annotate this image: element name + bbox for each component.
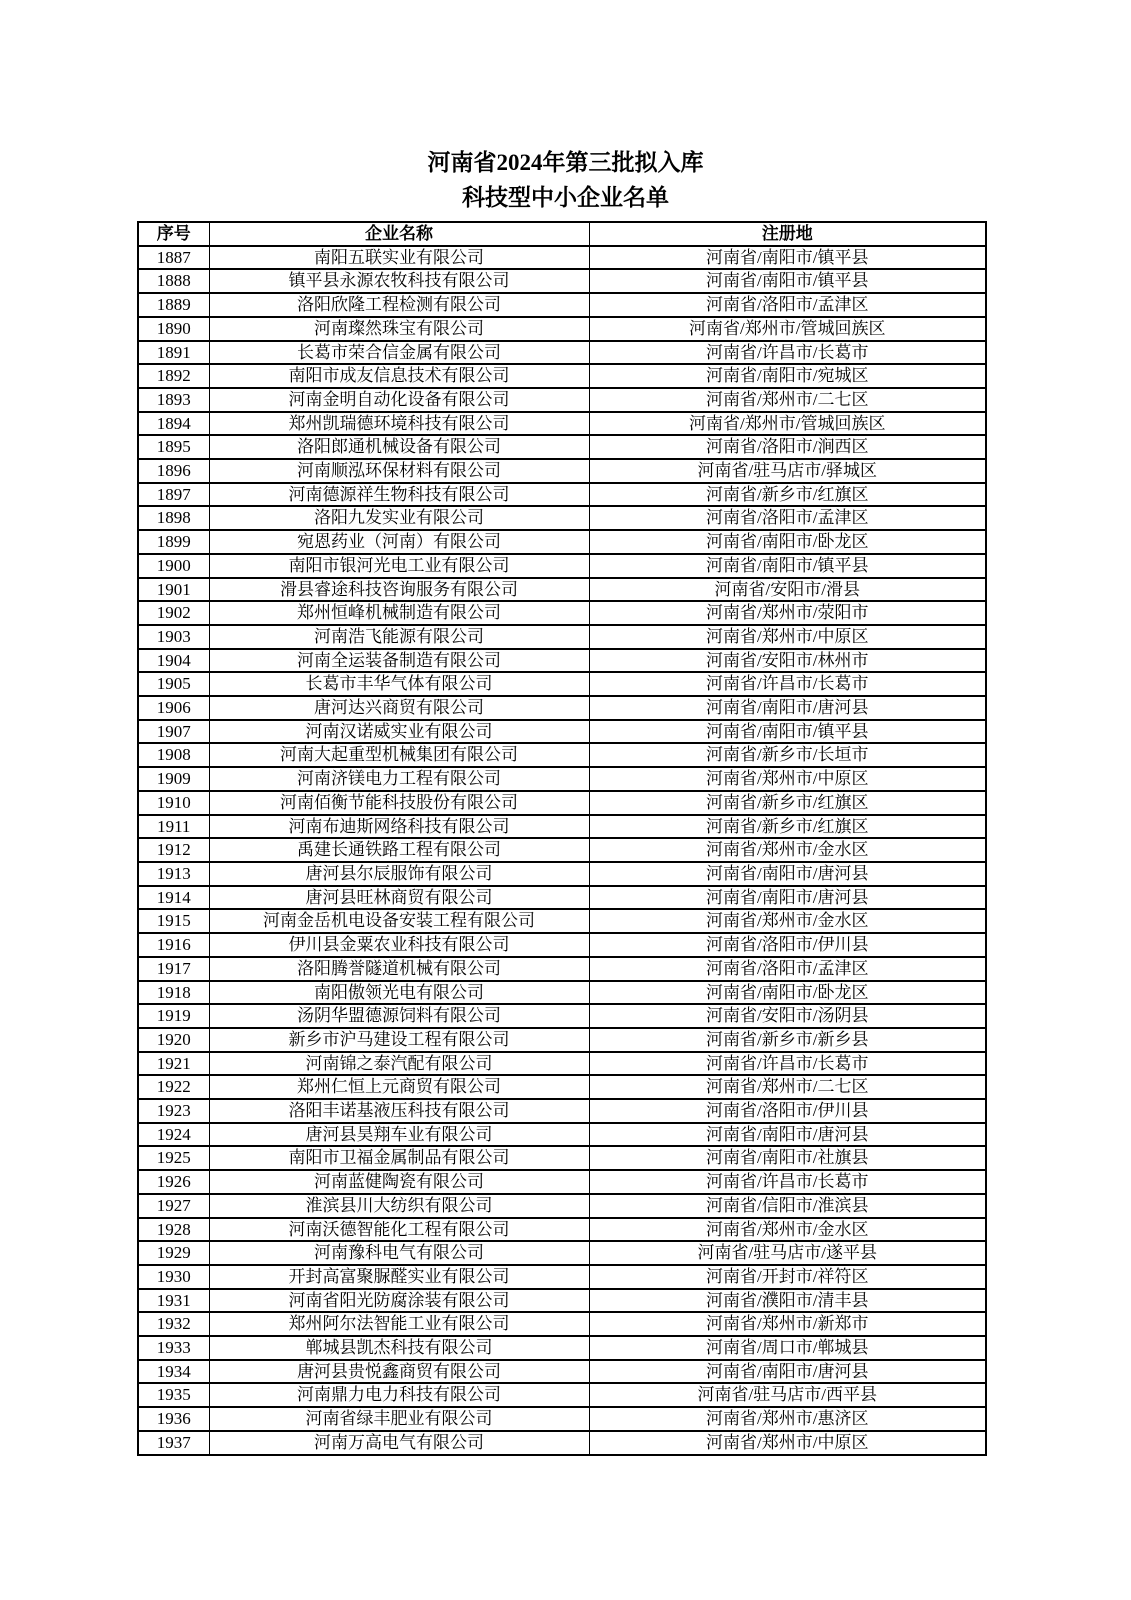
serial-number-cell: 1895 bbox=[138, 435, 209, 459]
registration-place-cell: 河南省/南阳市/镇平县 bbox=[589, 554, 986, 578]
table-row bbox=[138, 317, 986, 341]
table-row bbox=[138, 269, 986, 293]
serial-number-cell: 1898 bbox=[138, 506, 209, 530]
table-row bbox=[138, 862, 986, 886]
table-row bbox=[138, 1052, 986, 1076]
company-name-cell: 南阳傲领光电有限公司 bbox=[209, 981, 589, 1005]
serial-number-cell: 1890 bbox=[138, 317, 209, 341]
table-row bbox=[138, 388, 986, 412]
table-row bbox=[138, 1194, 986, 1218]
table-row bbox=[138, 412, 986, 436]
header-registration-place: 注册地 bbox=[589, 222, 986, 246]
table-row bbox=[138, 743, 986, 767]
table-row bbox=[138, 1028, 986, 1052]
company-name-cell: 河南璨然珠宝有限公司 bbox=[209, 317, 589, 341]
registration-place-cell: 河南省/郑州市/管城回族区 bbox=[589, 317, 986, 341]
company-name-cell: 洛阳郎通机械设备有限公司 bbox=[209, 435, 589, 459]
registration-place-cell: 河南省/新乡市/新乡县 bbox=[589, 1028, 986, 1052]
table-row bbox=[138, 1360, 986, 1384]
registration-place-cell: 河南省/南阳市/镇平县 bbox=[589, 720, 986, 744]
company-name-cell: 河南省阳光防腐涂装有限公司 bbox=[209, 1289, 589, 1313]
registration-place-cell: 河南省/新乡市/红旗区 bbox=[589, 815, 986, 839]
registration-place-cell: 河南省/南阳市/唐河县 bbox=[589, 862, 986, 886]
serial-number-cell: 1900 bbox=[138, 554, 209, 578]
company-name-cell: 河南金岳机电设备安装工程有限公司 bbox=[209, 909, 589, 933]
serial-number-cell: 1906 bbox=[138, 696, 209, 720]
registration-place-cell: 河南省/郑州市/金水区 bbox=[589, 1218, 986, 1242]
company-name-cell: 河南布迪斯网络科技有限公司 bbox=[209, 815, 589, 839]
table-row bbox=[138, 625, 986, 649]
company-name-cell: 淮滨县川大纺织有限公司 bbox=[209, 1194, 589, 1218]
registration-place-cell: 河南省/驻马店市/西平县 bbox=[589, 1383, 986, 1407]
registration-place-cell: 河南省/南阳市/卧龙区 bbox=[589, 981, 986, 1005]
registration-place-cell: 河南省/郑州市/二七区 bbox=[589, 1075, 986, 1099]
registration-place-cell: 河南省/许昌市/长葛市 bbox=[589, 1052, 986, 1076]
serial-number-cell: 1915 bbox=[138, 909, 209, 933]
serial-number-cell: 1927 bbox=[138, 1194, 209, 1218]
serial-number-cell: 1916 bbox=[138, 933, 209, 957]
table-row bbox=[138, 1241, 986, 1265]
serial-number-cell: 1897 bbox=[138, 483, 209, 507]
registration-place-cell: 河南省/洛阳市/孟津区 bbox=[589, 957, 986, 981]
registration-place-cell: 河南省/郑州市/金水区 bbox=[589, 838, 986, 862]
registration-place-cell: 河南省/洛阳市/孟津区 bbox=[589, 293, 986, 317]
table-row bbox=[138, 720, 986, 744]
registration-place-cell: 河南省/洛阳市/伊川县 bbox=[589, 1099, 986, 1123]
registration-place-cell: 河南省/南阳市/社旗县 bbox=[589, 1146, 986, 1170]
registration-place-cell: 河南省/开封市/祥符区 bbox=[589, 1265, 986, 1289]
registration-place-cell: 河南省/许昌市/长葛市 bbox=[589, 672, 986, 696]
table-row bbox=[138, 1075, 986, 1099]
registration-place-cell: 河南省/驻马店市/遂平县 bbox=[589, 1241, 986, 1265]
document-title-line1: 河南省2024年第三批拟入库 bbox=[427, 150, 704, 175]
table-row bbox=[138, 1431, 986, 1455]
company-name-cell: 河南顺泓环保材料有限公司 bbox=[209, 459, 589, 483]
registration-place-cell: 河南省/郑州市/中原区 bbox=[589, 767, 986, 791]
table-row bbox=[138, 1099, 986, 1123]
table-row bbox=[138, 981, 986, 1005]
company-name-cell: 河南万高电气有限公司 bbox=[209, 1431, 589, 1455]
registration-place-cell: 河南省/洛阳市/孟津区 bbox=[589, 506, 986, 530]
company-name-cell: 河南锦之泰汽配有限公司 bbox=[209, 1052, 589, 1076]
serial-number-cell: 1889 bbox=[138, 293, 209, 317]
serial-number-cell: 1907 bbox=[138, 720, 209, 744]
table-row bbox=[138, 1383, 986, 1407]
company-name-cell: 郑州恒峰机械制造有限公司 bbox=[209, 601, 589, 625]
table-row bbox=[138, 435, 986, 459]
registration-place-cell: 河南省/许昌市/长葛市 bbox=[589, 1170, 986, 1194]
table-row bbox=[138, 672, 986, 696]
company-name-cell: 唐河县贵悦鑫商贸有限公司 bbox=[209, 1360, 589, 1384]
table-row bbox=[138, 506, 986, 530]
table-row bbox=[138, 815, 986, 839]
company-name-cell: 河南金明自动化设备有限公司 bbox=[209, 388, 589, 412]
table-row bbox=[138, 554, 986, 578]
serial-number-cell: 1929 bbox=[138, 1241, 209, 1265]
company-name-cell: 郑州仁恒上元商贸有限公司 bbox=[209, 1075, 589, 1099]
registration-place-cell: 河南省/南阳市/唐河县 bbox=[589, 1123, 986, 1147]
header-company-name: 企业名称 bbox=[209, 222, 589, 246]
table-row bbox=[138, 909, 986, 933]
registration-place-cell: 河南省/安阳市/汤阴县 bbox=[589, 1004, 986, 1028]
serial-number-cell: 1901 bbox=[138, 578, 209, 602]
company-name-cell: 南阳五联实业有限公司 bbox=[209, 246, 589, 270]
serial-number-cell: 1905 bbox=[138, 672, 209, 696]
registration-place-cell: 河南省/濮阳市/清丰县 bbox=[589, 1289, 986, 1313]
table-row bbox=[138, 933, 986, 957]
serial-number-cell: 1931 bbox=[138, 1289, 209, 1313]
registration-place-cell: 河南省/郑州市/荥阳市 bbox=[589, 601, 986, 625]
serial-number-cell: 1888 bbox=[138, 269, 209, 293]
table-row bbox=[138, 1004, 986, 1028]
company-name-cell: 河南德源祥生物科技有限公司 bbox=[209, 483, 589, 507]
registration-place-cell: 河南省/南阳市/镇平县 bbox=[589, 269, 986, 293]
company-name-cell: 郑州凯瑞德环境科技有限公司 bbox=[209, 412, 589, 436]
serial-number-cell: 1935 bbox=[138, 1383, 209, 1407]
company-name-cell: 河南沃德智能化工程有限公司 bbox=[209, 1218, 589, 1242]
table-row bbox=[138, 293, 986, 317]
table-row bbox=[138, 649, 986, 673]
company-name-cell: 南阳市成友信息技术有限公司 bbox=[209, 364, 589, 388]
company-name-cell: 长葛市丰华气体有限公司 bbox=[209, 672, 589, 696]
table-row bbox=[138, 1312, 986, 1336]
registration-place-cell: 河南省/郑州市/中原区 bbox=[589, 1431, 986, 1455]
table-row bbox=[138, 1218, 986, 1242]
company-name-cell: 河南蓝健陶瓷有限公司 bbox=[209, 1170, 589, 1194]
registration-place-cell: 河南省/郑州市/金水区 bbox=[589, 909, 986, 933]
company-name-cell: 河南豫科电气有限公司 bbox=[209, 1241, 589, 1265]
table-row bbox=[138, 886, 986, 910]
company-name-cell: 唐河达兴商贸有限公司 bbox=[209, 696, 589, 720]
company-name-cell: 唐河县昊翔车业有限公司 bbox=[209, 1123, 589, 1147]
serial-number-cell: 1926 bbox=[138, 1170, 209, 1194]
company-name-cell: 洛阳欣隆工程检测有限公司 bbox=[209, 293, 589, 317]
company-name-cell: 南阳市银河光电工业有限公司 bbox=[209, 554, 589, 578]
table-row bbox=[138, 459, 986, 483]
table-row bbox=[138, 767, 986, 791]
document-title-line2: 科技型中小企业名单 bbox=[462, 185, 669, 210]
registration-place-cell: 河南省/郑州市/中原区 bbox=[589, 625, 986, 649]
registration-place-cell: 河南省/洛阳市/涧西区 bbox=[589, 435, 986, 459]
registration-place-cell: 河南省/周口市/郸城县 bbox=[589, 1336, 986, 1360]
serial-number-cell: 1930 bbox=[138, 1265, 209, 1289]
serial-number-cell: 1913 bbox=[138, 862, 209, 886]
serial-number-cell: 1918 bbox=[138, 981, 209, 1005]
registration-place-cell: 河南省/南阳市/镇平县 bbox=[589, 246, 986, 270]
registration-place-cell: 河南省/南阳市/唐河县 bbox=[589, 886, 986, 910]
table-row bbox=[138, 1170, 986, 1194]
table-row bbox=[138, 364, 986, 388]
registration-place-cell: 河南省/信阳市/淮滨县 bbox=[589, 1194, 986, 1218]
serial-number-cell: 1912 bbox=[138, 838, 209, 862]
serial-number-cell: 1910 bbox=[138, 791, 209, 815]
company-name-cell: 洛阳腾誉隧道机械有限公司 bbox=[209, 957, 589, 981]
serial-number-cell: 1911 bbox=[138, 815, 209, 839]
company-name-cell: 洛阳九发实业有限公司 bbox=[209, 506, 589, 530]
serial-number-cell: 1903 bbox=[138, 625, 209, 649]
registration-place-cell: 河南省/驻马店市/驿城区 bbox=[589, 459, 986, 483]
table-row bbox=[138, 246, 986, 270]
table-row bbox=[138, 1336, 986, 1360]
table-row bbox=[138, 791, 986, 815]
registration-place-cell: 河南省/新乡市/红旗区 bbox=[589, 483, 986, 507]
serial-number-cell: 1919 bbox=[138, 1004, 209, 1028]
serial-number-cell: 1937 bbox=[138, 1431, 209, 1455]
table-row bbox=[138, 1289, 986, 1313]
company-name-cell: 河南佰衡节能科技股份有限公司 bbox=[209, 791, 589, 815]
table-row bbox=[138, 696, 986, 720]
serial-number-cell: 1892 bbox=[138, 364, 209, 388]
serial-number-cell: 1932 bbox=[138, 1312, 209, 1336]
registration-place-cell: 河南省/洛阳市/伊川县 bbox=[589, 933, 986, 957]
company-name-cell: 洛阳丰诺基液压科技有限公司 bbox=[209, 1099, 589, 1123]
company-name-cell: 河南省绿丰肥业有限公司 bbox=[209, 1407, 589, 1431]
table-row bbox=[138, 578, 986, 602]
serial-number-cell: 1923 bbox=[138, 1099, 209, 1123]
registration-place-cell: 河南省/郑州市/新郑市 bbox=[589, 1312, 986, 1336]
table-row bbox=[138, 838, 986, 862]
company-name-cell: 唐河县旺林商贸有限公司 bbox=[209, 886, 589, 910]
company-name-cell: 汤阴华盟德源饲料有限公司 bbox=[209, 1004, 589, 1028]
serial-number-cell: 1896 bbox=[138, 459, 209, 483]
serial-number-cell: 1887 bbox=[138, 246, 209, 270]
company-name-cell: 河南汉诺威实业有限公司 bbox=[209, 720, 589, 744]
serial-number-cell: 1934 bbox=[138, 1360, 209, 1384]
serial-number-cell: 1908 bbox=[138, 743, 209, 767]
serial-number-cell: 1925 bbox=[138, 1146, 209, 1170]
company-name-cell: 唐河县尔辰服饰有限公司 bbox=[209, 862, 589, 886]
registration-place-cell: 河南省/新乡市/长垣市 bbox=[589, 743, 986, 767]
company-name-cell: 开封高富聚脲醛实业有限公司 bbox=[209, 1265, 589, 1289]
company-name-cell: 郑州阿尔法智能工业有限公司 bbox=[209, 1312, 589, 1336]
company-name-cell: 河南大起重型机械集团有限公司 bbox=[209, 743, 589, 767]
serial-number-cell: 1933 bbox=[138, 1336, 209, 1360]
serial-number-cell: 1917 bbox=[138, 957, 209, 981]
registration-place-cell: 河南省/南阳市/宛城区 bbox=[589, 364, 986, 388]
company-name-cell: 滑县睿途科技咨询服务有限公司 bbox=[209, 578, 589, 602]
serial-number-cell: 1894 bbox=[138, 412, 209, 436]
company-name-cell: 河南鼎力电力科技有限公司 bbox=[209, 1383, 589, 1407]
serial-number-cell: 1893 bbox=[138, 388, 209, 412]
table-row bbox=[138, 1123, 986, 1147]
company-name-cell: 长葛市荣合信金属有限公司 bbox=[209, 341, 589, 365]
table-row bbox=[138, 483, 986, 507]
company-name-cell: 伊川县金粟农业科技有限公司 bbox=[209, 933, 589, 957]
serial-number-cell: 1891 bbox=[138, 341, 209, 365]
registration-place-cell: 河南省/许昌市/长葛市 bbox=[589, 341, 986, 365]
serial-number-cell: 1904 bbox=[138, 649, 209, 673]
serial-number-cell: 1924 bbox=[138, 1123, 209, 1147]
company-name-cell: 禹建长通铁路工程有限公司 bbox=[209, 838, 589, 862]
document-title bbox=[0, 145, 1131, 215]
registration-place-cell: 河南省/郑州市/管城回族区 bbox=[589, 412, 986, 436]
serial-number-cell: 1899 bbox=[138, 530, 209, 554]
registration-place-cell: 河南省/郑州市/惠济区 bbox=[589, 1407, 986, 1431]
registration-place-cell: 河南省/新乡市/红旗区 bbox=[589, 791, 986, 815]
company-table bbox=[137, 221, 987, 1456]
serial-number-cell: 1914 bbox=[138, 886, 209, 910]
company-name-cell: 南阳市卫福金属制品有限公司 bbox=[209, 1146, 589, 1170]
registration-place-cell: 河南省/南阳市/卧龙区 bbox=[589, 530, 986, 554]
company-name-cell: 新乡市沪马建设工程有限公司 bbox=[209, 1028, 589, 1052]
registration-place-cell: 河南省/郑州市/二七区 bbox=[589, 388, 986, 412]
company-name-cell: 宛恩药业（河南）有限公司 bbox=[209, 530, 589, 554]
header-serial-number: 序号 bbox=[138, 222, 209, 246]
table-row bbox=[138, 601, 986, 625]
serial-number-cell: 1920 bbox=[138, 1028, 209, 1052]
company-name-cell: 河南浩飞能源有限公司 bbox=[209, 625, 589, 649]
registration-place-cell: 河南省/安阳市/滑县 bbox=[589, 578, 986, 602]
serial-number-cell: 1909 bbox=[138, 767, 209, 791]
serial-number-cell: 1922 bbox=[138, 1075, 209, 1099]
registration-place-cell: 河南省/安阳市/林州市 bbox=[589, 649, 986, 673]
serial-number-cell: 1902 bbox=[138, 601, 209, 625]
table-row bbox=[138, 1265, 986, 1289]
company-name-cell: 镇平县永源农牧科技有限公司 bbox=[209, 269, 589, 293]
serial-number-cell: 1921 bbox=[138, 1052, 209, 1076]
company-name-cell: 河南济镁电力工程有限公司 bbox=[209, 767, 589, 791]
table-row bbox=[138, 1146, 986, 1170]
table-header-row bbox=[138, 222, 986, 246]
registration-place-cell: 河南省/南阳市/唐河县 bbox=[589, 696, 986, 720]
company-name-cell: 郸城县凯杰科技有限公司 bbox=[209, 1336, 589, 1360]
table-row bbox=[138, 530, 986, 554]
table-row bbox=[138, 957, 986, 981]
registration-place-cell: 河南省/南阳市/唐河县 bbox=[589, 1360, 986, 1384]
company-name-cell: 河南全运装备制造有限公司 bbox=[209, 649, 589, 673]
serial-number-cell: 1936 bbox=[138, 1407, 209, 1431]
table-row bbox=[138, 341, 986, 365]
table-row bbox=[138, 1407, 986, 1431]
serial-number-cell: 1928 bbox=[138, 1218, 209, 1242]
